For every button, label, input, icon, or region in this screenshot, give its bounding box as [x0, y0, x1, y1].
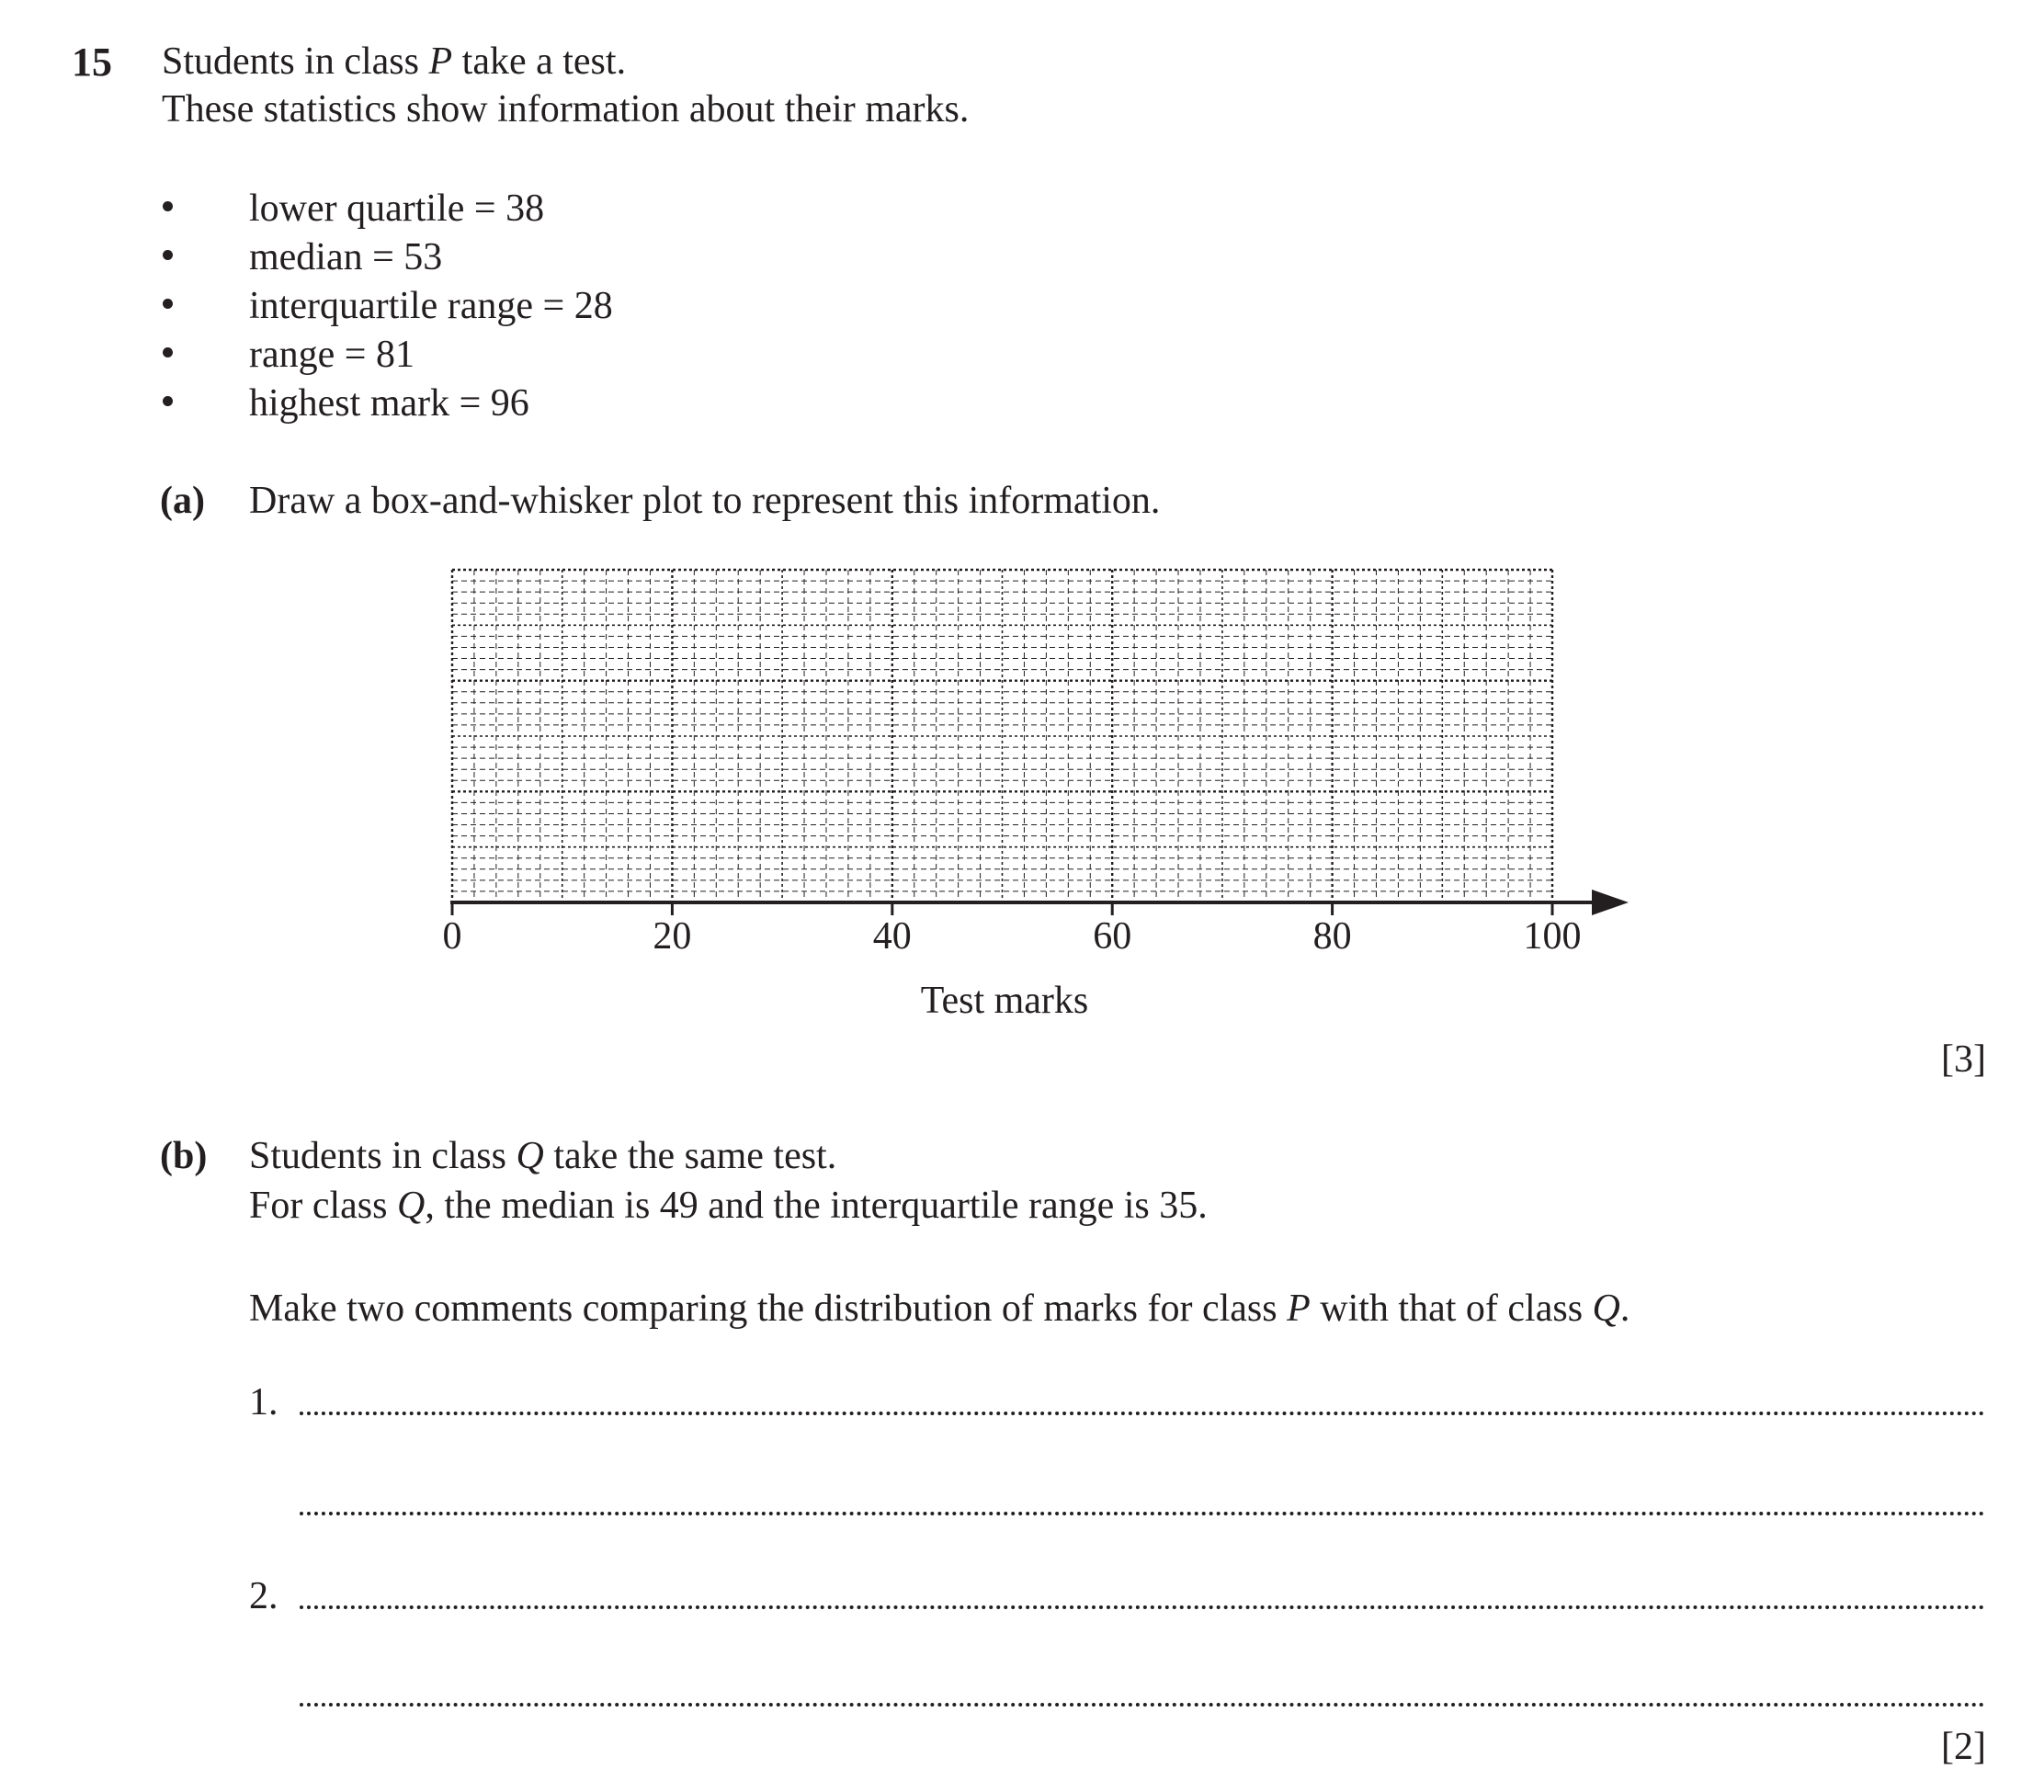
x-tick-label: 60 [1093, 915, 1132, 958]
answer-1-label: 1. [249, 1381, 278, 1423]
part-b-text: . [1619, 1287, 1630, 1330]
class-variable: Q [516, 1135, 544, 1177]
x-axis-label: Test marks [920, 980, 1089, 1022]
part-b-text: For class [249, 1185, 397, 1227]
intro-line-2: These statistics show information about their marks. [162, 88, 970, 130]
answer-1-line-1[interactable] [300, 1412, 1985, 1415]
statistic-item: interquartile range = 28 [249, 285, 613, 327]
x-tick-label: 100 [1523, 915, 1582, 958]
question-number: 15 [72, 40, 112, 85]
x-tick-label: 20 [653, 915, 692, 958]
x-axis-ticks [443, 902, 1582, 958]
class-variable: P [428, 40, 453, 83]
statistic-item: range = 81 [249, 334, 414, 376]
part-b-text: Make two comments comparing the distribution of marks for class [249, 1287, 1288, 1330]
class-variable: P [1287, 1287, 1311, 1330]
x-axis [450, 890, 1629, 915]
grid-lines [452, 570, 1552, 902]
statistic-item: median = 53 [249, 236, 443, 278]
answer-2-line-1[interactable] [300, 1605, 1985, 1609]
answer-2-label: 2. [249, 1575, 278, 1617]
part-b-line-3 [249, 1289, 1630, 1328]
part-a-marks: [3] [1941, 1038, 1986, 1081]
x-tick-label: 80 [1312, 915, 1352, 958]
part-b-text: with that of class [1310, 1287, 1593, 1330]
answer-1-line-2[interactable] [300, 1512, 1985, 1515]
intro-text: take a test. [452, 40, 627, 83]
part-a-label: (a) [160, 480, 205, 522]
part-b-marks: [2] [1941, 1726, 1986, 1768]
part-b-line-2 [249, 1186, 1208, 1225]
part-b-label: (b) [160, 1135, 208, 1177]
x-tick-label: 0 [442, 915, 462, 958]
answer-2-line-2[interactable] [300, 1703, 1985, 1707]
part-b-text: take the same test. [543, 1135, 837, 1177]
part-b-line-1 [249, 1137, 836, 1175]
x-tick-label: 40 [872, 915, 912, 958]
intro-text: Students in class [162, 40, 429, 83]
statistic-item: lower quartile = 38 [249, 187, 545, 230]
class-variable: Q [1592, 1287, 1620, 1330]
class-variable: Q [397, 1185, 426, 1227]
part-b-text: Students in class [249, 1135, 517, 1177]
part-a-instruction: Draw a box-and-whisker plot to represent this information. [249, 480, 1161, 522]
statistic-item: highest mark = 96 [249, 382, 529, 425]
x-axis-arrow-icon [1592, 890, 1629, 915]
part-b-text: , the median is 49 and the interquartile range is 35. [425, 1185, 1208, 1227]
